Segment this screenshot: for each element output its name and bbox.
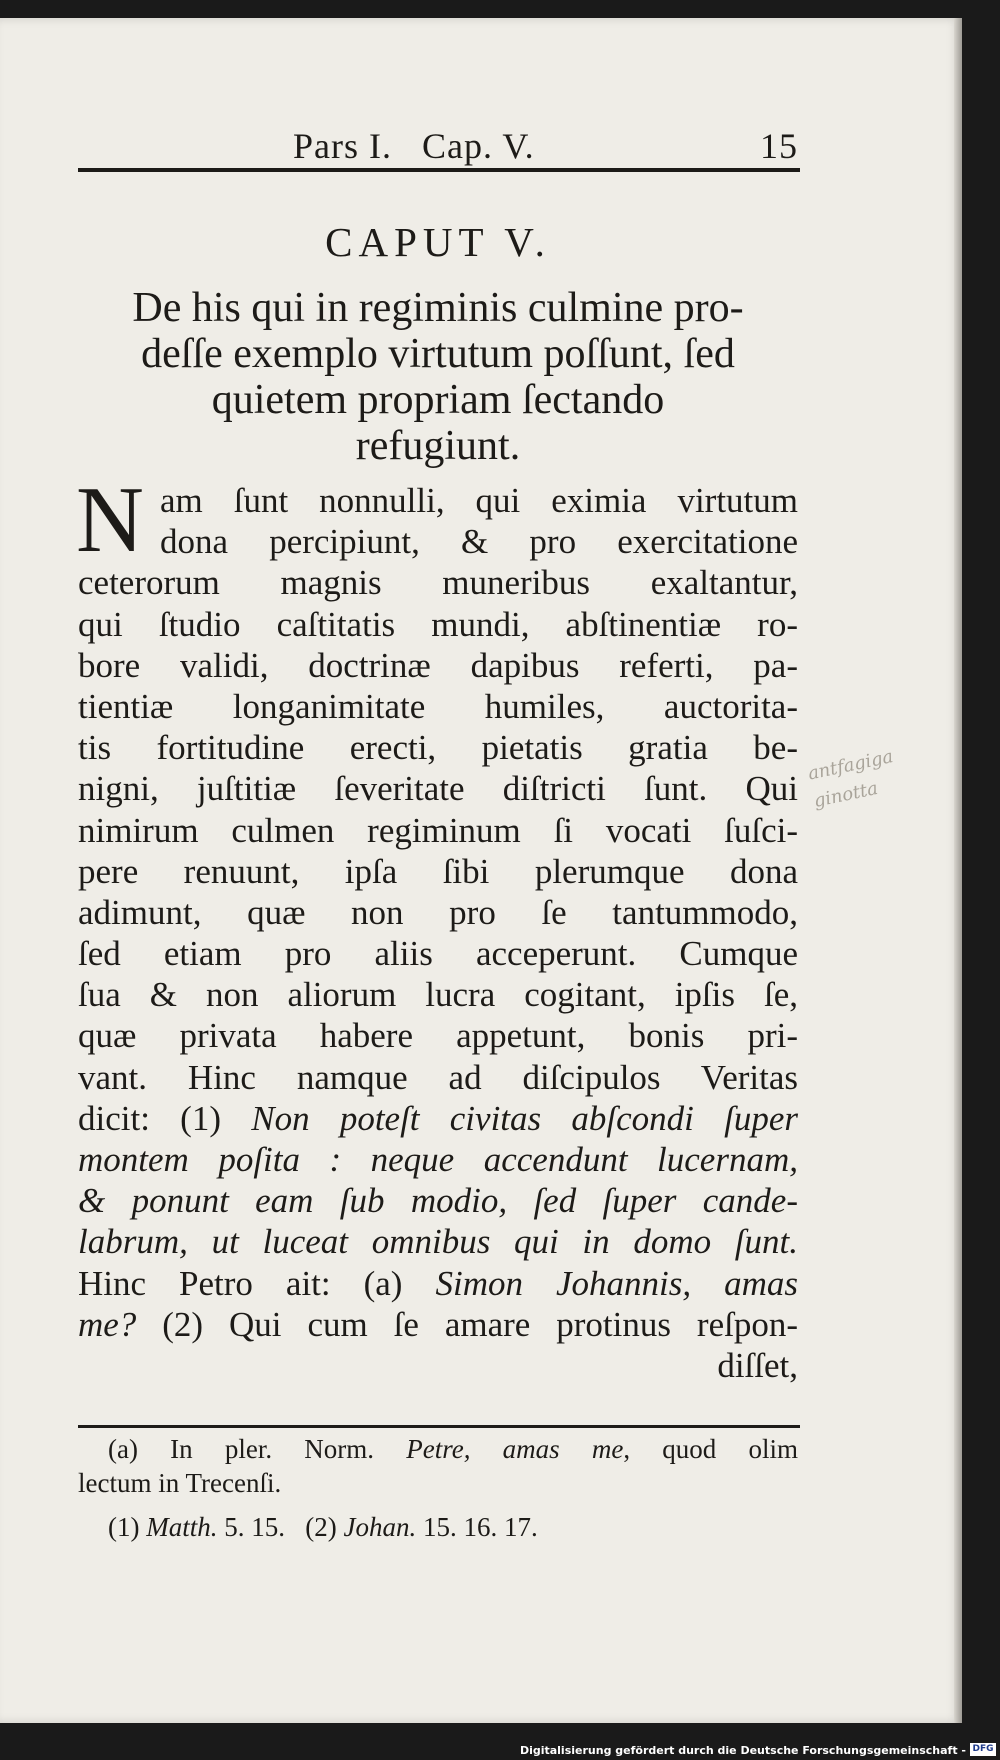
header-rule bbox=[78, 168, 800, 172]
body-line: adimunt, quæ non pro ſe tantummodo, bbox=[78, 892, 798, 932]
footnote-a-line2: lectum in Trecenſi. bbox=[78, 1468, 282, 1498]
chapter-title bbox=[78, 285, 798, 469]
body-line: pere renuunt, ipſa ſibi plerumque dona bbox=[78, 851, 798, 891]
footnote-refs bbox=[78, 1510, 798, 1544]
body-line-dicit bbox=[78, 1098, 798, 1139]
page-spine-shadow bbox=[954, 18, 962, 1723]
body-line: ſua & non aliorum lucra cogitant, ipſis ſe, bbox=[78, 975, 798, 1015]
me-italic: me? bbox=[78, 1304, 137, 1344]
running-head-title: Pars I. Cap. V. bbox=[293, 126, 535, 166]
page-number: 15 bbox=[760, 126, 798, 166]
body-text bbox=[76, 468, 798, 1386]
quote-line: montem poſita : neque accendunt lucernam, bbox=[78, 1140, 798, 1179]
body-line-me bbox=[78, 1304, 798, 1345]
chapter-title-line: deſſe exemplo virtutum poſſunt, ſed bbox=[141, 331, 735, 377]
caput-heading: CAPUT V. bbox=[325, 219, 551, 265]
footer-bar bbox=[0, 1738, 1000, 1760]
marginalia-line: antfagiga bbox=[806, 746, 896, 785]
body-line: am ſunt nonnulli, qui eximia virtutum bbox=[160, 481, 798, 520]
chapter-title-line: refugiunt. bbox=[355, 423, 521, 469]
chapter-title-line: De his qui in regiminis culmine pro- bbox=[132, 285, 744, 331]
footer-credit: Digitalisierung gefördert durch die Deutsche Forschungsgemeinschaft - bbox=[519, 1744, 966, 1757]
quote-line: labrum, ut luceat omnibus qui in domo ſunt. bbox=[78, 1222, 798, 1262]
petro-italic: Simon Johannis, amas bbox=[435, 1263, 798, 1303]
footnote-a-rest: , quod olim bbox=[623, 1434, 798, 1464]
quote-italic: Non poteſt civitas abſcondi ſuper bbox=[251, 1098, 798, 1138]
footnote-2-rest: 15. 16. 17. bbox=[416, 1512, 538, 1542]
petro-prefix: Hinc Petro ait: (a) bbox=[78, 1263, 436, 1303]
footnotes bbox=[78, 1432, 798, 1544]
quote-line: & ponunt eam ſub modio, ſed ſuper cande- bbox=[78, 1181, 798, 1221]
body-line-petro bbox=[78, 1263, 798, 1304]
body-line: tis fortitudine erecti, pietatis gratia be- bbox=[78, 728, 798, 768]
body-line: dona percipiunt, & pro exercitatione bbox=[160, 522, 798, 562]
footnote-rule bbox=[78, 1425, 800, 1428]
footnote-a-prefix: (a) In pler. Norm. bbox=[108, 1434, 407, 1464]
footnote-1-rest: 5. 15. (2) bbox=[217, 1512, 344, 1542]
body-line: nimirum culmen regiminum ſi vocati ſuſci- bbox=[78, 810, 798, 850]
me-rest: (2) Qui cum ſe amare protinus reſpon- bbox=[136, 1304, 798, 1344]
dicit-prefix: dicit: (1) bbox=[78, 1098, 252, 1138]
footnote-2-italic: Johan. bbox=[343, 1512, 417, 1542]
body-line: quæ privata habere appetunt, bonis pri- bbox=[78, 1016, 798, 1056]
drop-cap: N bbox=[76, 468, 144, 572]
body-line: qui ſtudio caſtitatis mundi, abſtinentiæ ro- bbox=[78, 604, 798, 644]
marginalia-line: ginotta bbox=[811, 777, 880, 812]
body-line: tientiæ longanimitate humiles, auctorita- bbox=[78, 686, 798, 726]
footnote-1-italic: Matth. bbox=[146, 1512, 218, 1542]
body-line: vant. Hinc namque ad diſcipulos Veritas bbox=[78, 1057, 798, 1097]
footnote-a bbox=[78, 1432, 798, 1466]
body-line: ceterorum magnis muneribus exaltantur, bbox=[78, 563, 798, 603]
body-line: ſed etiam pro aliis acceperunt. Cumque bbox=[78, 934, 798, 974]
body-line: bore validi, doctrinæ dapibus referti, pa- bbox=[78, 645, 798, 685]
dfg-logo: DFG bbox=[970, 1743, 996, 1756]
footnote-a-italic: Petre, amas me bbox=[406, 1434, 624, 1464]
footnote-1-prefix: (1) bbox=[108, 1512, 147, 1542]
chapter-title-line: quietem propriam ſectando bbox=[211, 377, 665, 423]
body-line: nigni, juſtitiæ ſeveritate diſtricti ſunt. Qui bbox=[78, 769, 798, 809]
running-head bbox=[78, 125, 798, 165]
catchword-line: diſſet, bbox=[717, 1345, 798, 1385]
